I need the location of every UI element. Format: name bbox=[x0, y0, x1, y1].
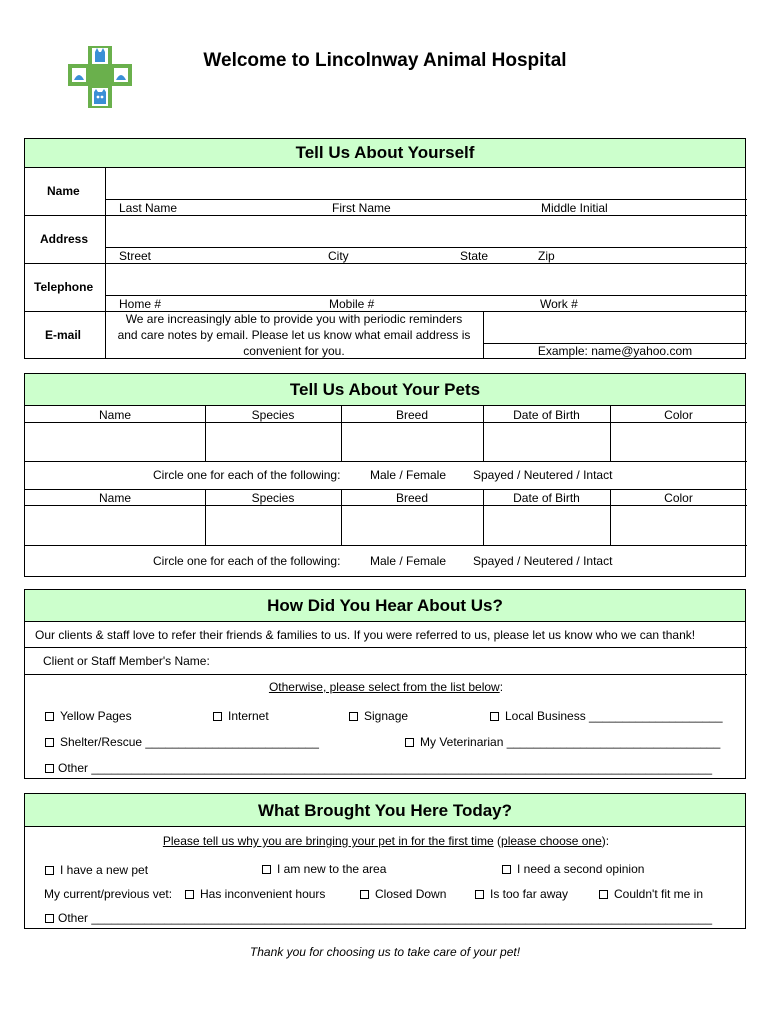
email-note-line-1: We are increasingly able to provide you with periodic reminders bbox=[125, 312, 463, 326]
reason-couldnt-fit[interactable]: Couldn't fit me in bbox=[599, 887, 703, 901]
first-name-label: First Name bbox=[332, 201, 391, 215]
checkbox[interactable] bbox=[185, 890, 194, 899]
name-label: Name bbox=[47, 184, 80, 198]
option-internet[interactable]: Internet bbox=[213, 709, 269, 723]
home-phone-label: Home # bbox=[119, 297, 162, 311]
pet2-col-color: Color bbox=[664, 491, 693, 505]
hear-about-section bbox=[24, 589, 746, 779]
pet1-dob-input[interactable] bbox=[484, 423, 609, 461]
address-label: Address bbox=[40, 232, 89, 246]
work-phone-label: Work # bbox=[540, 297, 578, 311]
middle-initial-label: Middle Initial bbox=[541, 201, 608, 215]
reason-second-opinion[interactable]: I need a second opinion bbox=[502, 862, 644, 876]
about-yourself-section bbox=[24, 138, 746, 359]
pet1-species-input[interactable] bbox=[206, 423, 340, 461]
checkbox[interactable] bbox=[45, 764, 54, 773]
reason-new-area[interactable]: I am new to the area bbox=[262, 862, 386, 876]
pet1-col-species: Species bbox=[251, 408, 295, 422]
pet1-col-color: Color bbox=[664, 408, 693, 422]
option-signage[interactable]: Signage bbox=[349, 709, 408, 723]
telephone-input[interactable] bbox=[106, 264, 746, 295]
telephone-label: Telephone bbox=[34, 280, 94, 294]
pet1-color-input[interactable] bbox=[611, 423, 746, 461]
pet2-color-input[interactable] bbox=[611, 506, 746, 545]
reason-too-far[interactable]: Is too far away bbox=[475, 887, 568, 901]
pet2-breed-input[interactable] bbox=[342, 506, 482, 545]
pet2-col-breed: Breed bbox=[395, 491, 429, 505]
otherwise-label: Otherwise, please select from the list below: bbox=[268, 680, 504, 694]
pet2-col-dob: Date of Birth bbox=[513, 491, 580, 505]
checkbox[interactable] bbox=[45, 712, 54, 721]
checkbox[interactable] bbox=[349, 712, 358, 721]
checkbox[interactable] bbox=[475, 890, 484, 899]
pet1-col-name: Name bbox=[98, 408, 131, 422]
checkbox[interactable] bbox=[502, 865, 511, 874]
address-input[interactable] bbox=[106, 216, 746, 247]
email-input[interactable] bbox=[484, 312, 746, 343]
reason-other[interactable]: Other _____________________________________________________________________________________________ bbox=[45, 911, 712, 925]
reason-inconvenient-hours[interactable]: Has inconvenient hours bbox=[185, 887, 325, 901]
brought-you-header: What Brought You Here Today? bbox=[25, 794, 745, 827]
pet1-col-breed: Breed bbox=[395, 408, 429, 422]
pet1-spay-options[interactable]: Spayed / Neutered / Intact bbox=[473, 468, 613, 482]
checkbox[interactable] bbox=[45, 914, 54, 923]
checkbox[interactable] bbox=[360, 890, 369, 899]
pets-section bbox=[24, 373, 746, 577]
pet1-breed-input[interactable] bbox=[342, 423, 482, 461]
pets-header: Tell Us About Your Pets bbox=[25, 374, 745, 406]
email-note-line-2: and care notes by email. Please let us know what email address is bbox=[117, 328, 471, 342]
checkbox[interactable] bbox=[490, 712, 499, 721]
pet2-name-input[interactable] bbox=[26, 506, 204, 545]
footer-thank-you: Thank you for choosing us to take care of your pet! bbox=[249, 945, 521, 959]
pet2-sex-options[interactable]: Male / Female bbox=[370, 554, 447, 568]
mobile-phone-label: Mobile # bbox=[329, 297, 375, 311]
pet1-circle-label: Circle one for each of the following: bbox=[153, 468, 341, 482]
pet2-col-name: Name bbox=[98, 491, 131, 505]
last-name-label: Last Name bbox=[119, 201, 178, 215]
checkbox[interactable] bbox=[45, 738, 54, 747]
reason-prompt: Please tell us why you are bringing your pet in for the first time (please choose one): bbox=[162, 834, 610, 848]
pet2-species-input[interactable] bbox=[206, 506, 340, 545]
option-shelter-rescue[interactable]: Shelter/Rescue __________________________ bbox=[45, 735, 319, 749]
client-staff-name-input[interactable] bbox=[225, 649, 743, 673]
email-note-line-3: convenient for you. bbox=[243, 344, 345, 358]
option-local-business[interactable]: Local Business ____________________ bbox=[490, 709, 723, 723]
zip-label: Zip bbox=[538, 249, 555, 263]
checkbox[interactable] bbox=[45, 866, 54, 875]
current-vet-label: My current/previous vet: bbox=[44, 887, 173, 901]
pet2-circle-label: Circle one for each of the following: bbox=[153, 554, 341, 568]
about-yourself-header: Tell Us About Yourself bbox=[25, 139, 745, 168]
option-my-veterinarian[interactable]: My Veterinarian ________________________________ bbox=[405, 735, 720, 749]
checkbox[interactable] bbox=[262, 865, 271, 874]
referral-intro: Our clients & staff love to refer their friends & families to us. If you were referred to us, please let us know who we can thank! bbox=[35, 628, 696, 642]
pet1-name-input[interactable] bbox=[26, 423, 204, 461]
pet1-col-dob: Date of Birth bbox=[513, 408, 580, 422]
option-yellow-pages[interactable]: Yellow Pages bbox=[45, 709, 132, 723]
brought-you-section bbox=[24, 793, 746, 929]
pet2-dob-input[interactable] bbox=[484, 506, 609, 545]
client-staff-name-label: Client or Staff Member's Name: bbox=[43, 654, 210, 668]
reason-new-pet[interactable]: I have a new pet bbox=[45, 863, 148, 877]
hear-about-header: How Did You Hear About Us? bbox=[25, 590, 745, 622]
checkbox[interactable] bbox=[599, 890, 608, 899]
option-other[interactable]: Other _____________________________________________________________________________________________ bbox=[45, 761, 712, 775]
city-label: City bbox=[328, 249, 349, 263]
name-input[interactable] bbox=[106, 169, 746, 199]
reason-closed-down[interactable]: Closed Down bbox=[360, 887, 446, 901]
page-title: Welcome to Lincolnway Animal Hospital bbox=[203, 50, 567, 71]
pet1-sex-options[interactable]: Male / Female bbox=[370, 468, 447, 482]
pet2-spay-options[interactable]: Spayed / Neutered / Intact bbox=[473, 554, 613, 568]
email-example: Example: name@yahoo.com bbox=[537, 344, 693, 358]
state-label: State bbox=[460, 249, 489, 263]
checkbox[interactable] bbox=[213, 712, 222, 721]
checkbox[interactable] bbox=[405, 738, 414, 747]
street-label: Street bbox=[119, 249, 152, 263]
pet2-col-species: Species bbox=[251, 491, 295, 505]
email-label: E-mail bbox=[45, 328, 82, 342]
